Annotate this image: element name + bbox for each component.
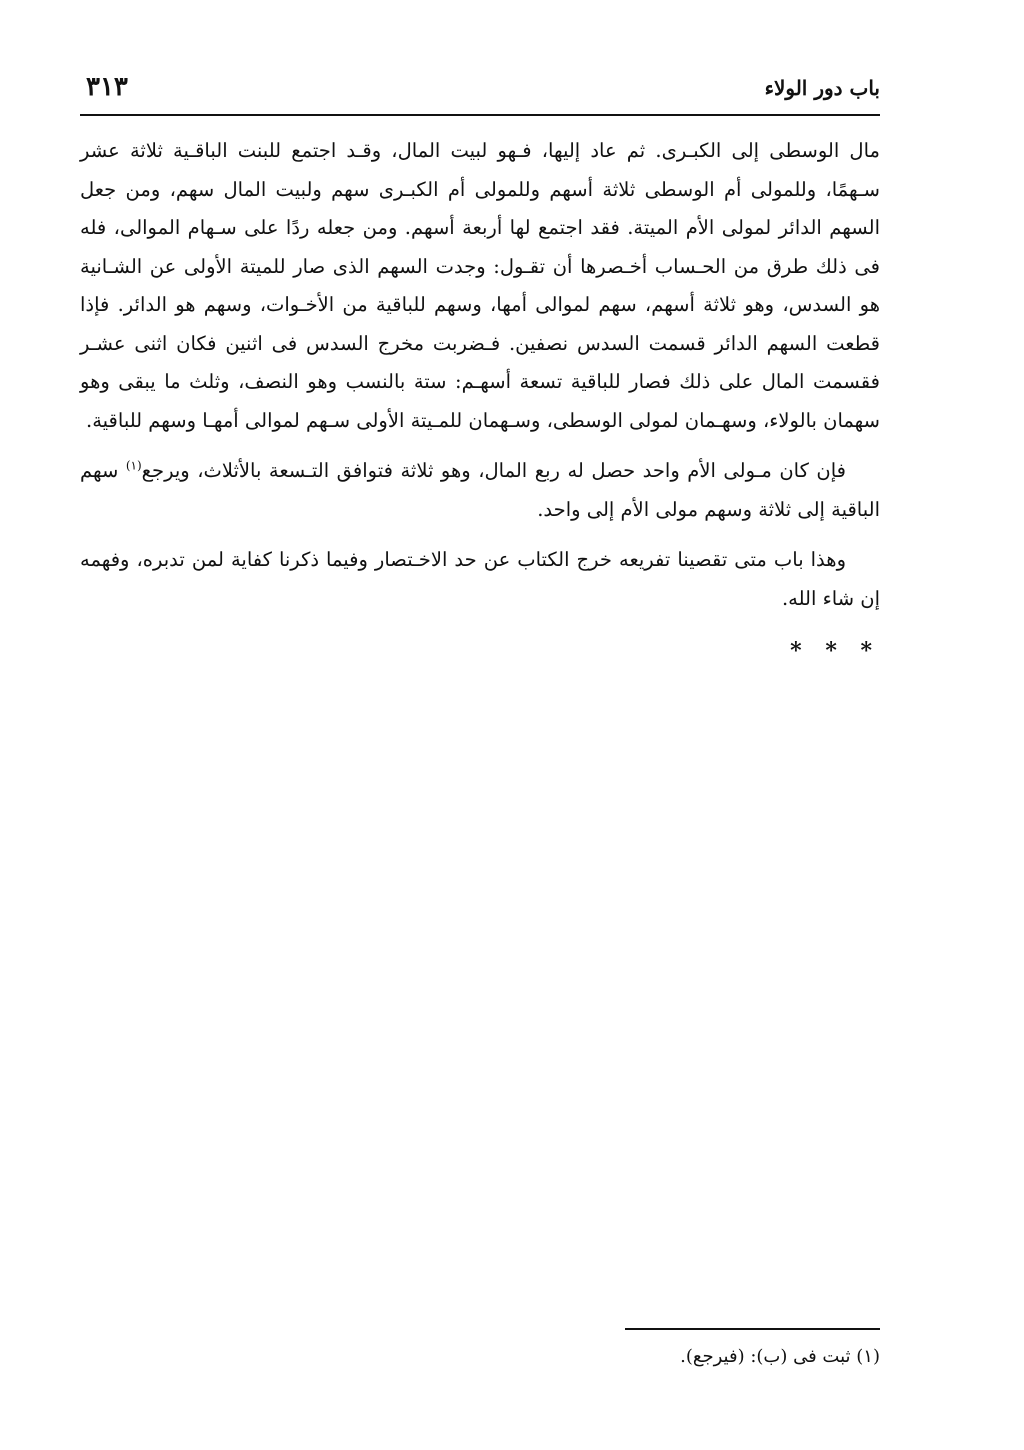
paragraph-1: مال الوسطى إلى الكبـرى. ثم عاد إليها، فـهو لبيت المال، وقـد اجتمع للبنت الباقـية ثلاثة عشر سـهمًا، وللمولى أم الوسطى ثلاثة أسهم وللمولى أم الكبـرى سهم ولبيت المال سهم، ومن جعل السهم الدائر لمولى الأم الميتة. فقد اجتمع لها أربعة أسهم. ومن جعله ردًا على سـهام الموالى، فله فى ذلك طرق من الحـساب أخـصرها أن تقـول: وجدت السهم الذى صار للميتة الأولى عن الشـانية هو السدس، وهو ثلاثة أسهم، سهم لموالى أمها، وسهم للباقية من الأخـوات، وسهم هو الدائر. فإذا قطعت السهم الدائر قسمت السدس نصفين. فـضربت مخرج السدس فى اثنين فكان اثنى عشـر فقسمت المال على ذلك فصار للباقية تسعة أسهـم: ستة بالنسب وهو النصف، وثلث ما يبقى وهو سهمان بالولاء، وسهـمان لمولى الوسطى، وسـهمان للمـيتة الأولى سـهم لموالى أمهـا وسهم للباقية. <box>80 139 880 432</box>
footnote-marker: (١) <box>125 458 142 473</box>
paragraph-2 <box>80 452 880 529</box>
paragraph-3: وهذا باب متى تقصينا تفريعه خرج الكتاب عن حد الاخـتصار وفيما ذكرنا كفاية لمن تدبره، وفهمه إن شاء الله. <box>80 548 880 610</box>
paragraph-2-text-b: سهم الباقية إلى ثلاثة وسهم مولى الأم إلى واحد. <box>80 459 880 521</box>
page-number: ٣١٣ <box>86 72 128 102</box>
footnote-1: (١) ثبت فى (ب): (فيرجع). <box>680 1346 880 1367</box>
body-text <box>80 132 880 671</box>
section-ornament: * * * <box>790 638 880 664</box>
footnote-rule <box>625 1328 880 1330</box>
footnotes <box>80 1328 880 1370</box>
running-title: باب دور الولاء <box>764 76 880 100</box>
document-page <box>80 70 880 671</box>
paragraph-2-text-a: فإن كان مـولى الأم واحد حصل له ربع المال، وهو ثلاثة فتوافق التـسعة بالأثلاث، ويرجع <box>141 459 846 482</box>
page-header <box>80 70 880 116</box>
